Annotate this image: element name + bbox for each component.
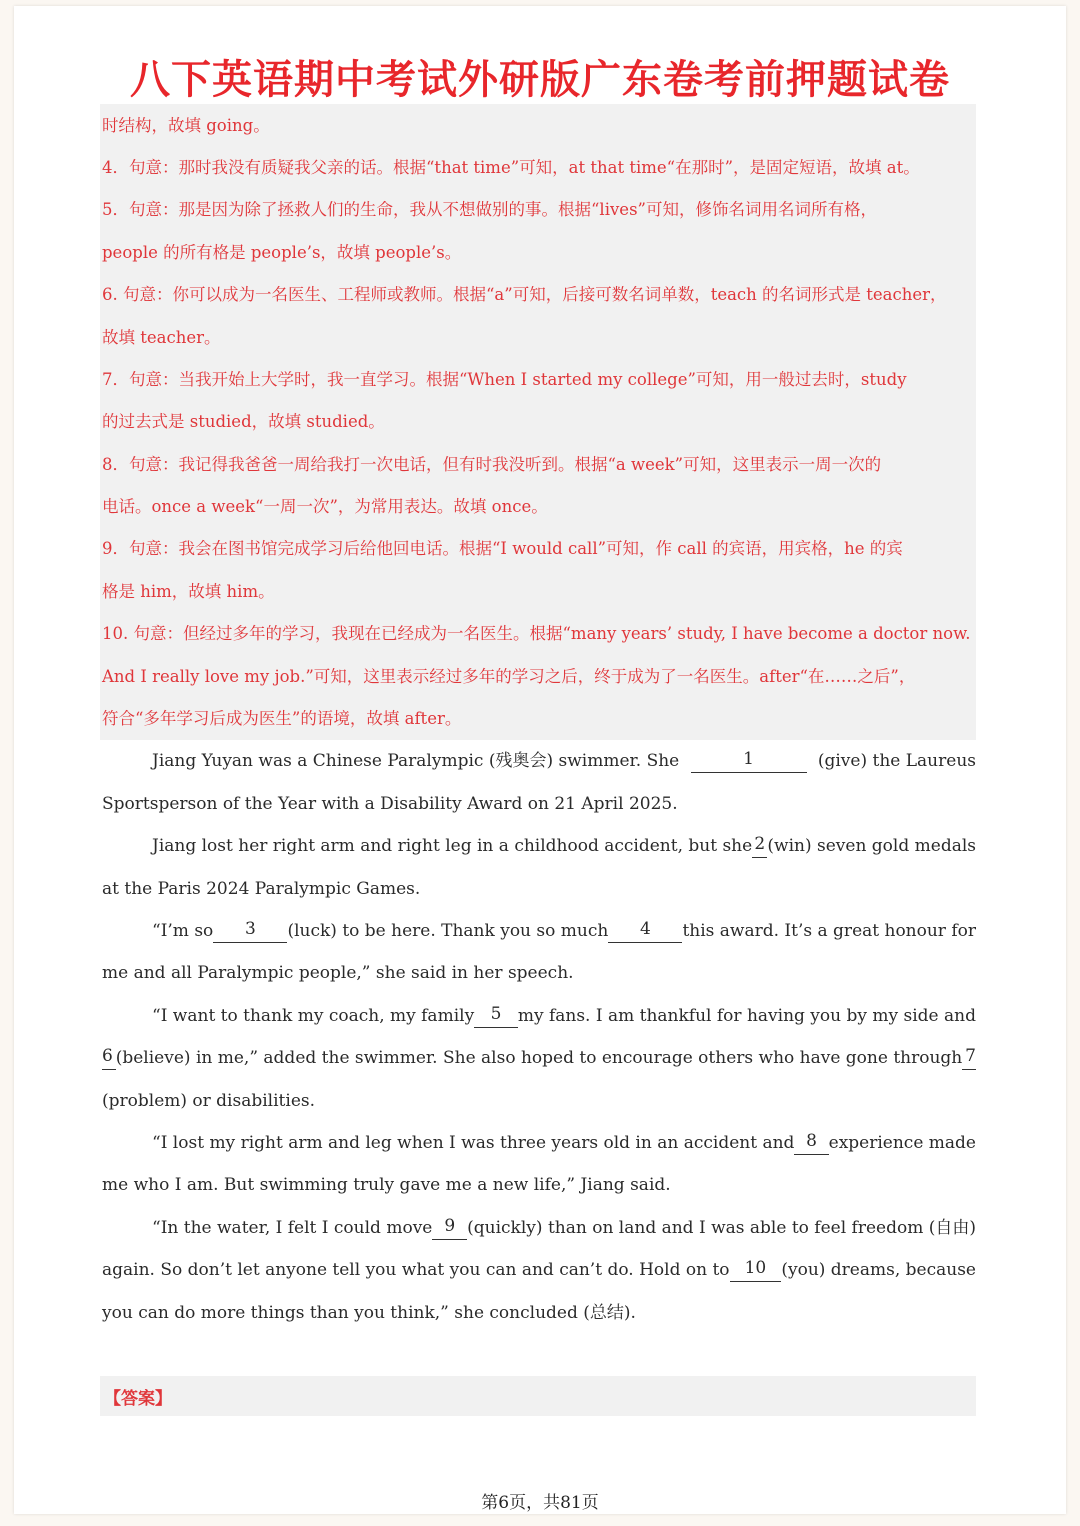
analysis-line: 10. 句意：但经过多年的学习，我现在已经成为一名医生。根据“many years’ study, I have become a doctor now. xyxy=(102,624,971,643)
passage-line xyxy=(152,834,976,858)
analysis-line: 7．句意：当我开始上大学时，我一直学习。根据“When I started my college”可知，用一般过去时，study xyxy=(102,370,907,389)
passage-line: me and all Paralympic people,” she said in her speech. xyxy=(102,963,574,983)
passage-line xyxy=(152,749,976,773)
passage-text: experience made xyxy=(828,1133,976,1153)
blank-7: 7 xyxy=(962,1046,976,1070)
analysis-line: 电话。once a week“一周一次”，为常用表达。故填 once。 xyxy=(102,497,548,516)
analysis-line: 格是 him，故填 him。 xyxy=(102,582,275,601)
passage-line: (problem) or disabilities. xyxy=(102,1091,316,1111)
passage-text: “I want to thank my coach, my family xyxy=(152,1006,475,1026)
passage-line: at the Paris 2024 Paralympic Games. xyxy=(102,879,421,899)
blank-6: 6 xyxy=(102,1046,116,1070)
answer-label: 【答案】 xyxy=(104,1389,172,1409)
analysis-line: 9．句意：我会在图书馆完成学习后给他回电话。根据“I would call”可知，作 call 的宾语，用宾格，he 的宾 xyxy=(102,539,903,558)
blank-8: 8 xyxy=(794,1131,828,1155)
passage-text: again. So don’t let anyone tell you what you can and can’t do. Hold on to xyxy=(102,1260,730,1280)
passage-text: this award. It’s a great honour for xyxy=(682,921,976,941)
blank-1: 1 xyxy=(691,749,807,773)
passage-line xyxy=(152,1131,976,1155)
passage-text: my fans. I am thankful for having you by my side and xyxy=(517,1006,976,1026)
analysis-line: 6. 句意：你可以成为一名医生、工程师或教师。根据“a”可知，后接可数名词单数，teach 的名词形式是 teacher， xyxy=(102,285,947,304)
blank-4: 4 xyxy=(608,919,682,943)
blank-10: 10 xyxy=(730,1258,782,1282)
analysis-line: 时结构，故填 going。 xyxy=(102,116,270,135)
passage-line xyxy=(152,1004,976,1028)
passage-text: (luck) to be here. Thank you so much xyxy=(287,921,609,941)
analysis-line: 的过去式是 studied，故填 studied。 xyxy=(102,412,385,431)
analysis-line: people 的所有格是 people’s，故填 people’s。 xyxy=(102,243,462,262)
analysis-line: 5．句意：那是因为除了拯救人们的生命，我从不想做别的事。根据“lives”可知，修饰名词用名词所有格， xyxy=(102,200,877,219)
page-number: 第6页，共81页 xyxy=(481,1493,599,1513)
blank-2: 2 xyxy=(752,834,767,858)
page-title: 八下英语期中考试外研版广东卷考前押题试卷 xyxy=(130,57,950,103)
passage-text: “I’m so xyxy=(152,921,214,941)
passage-line xyxy=(152,1216,976,1240)
analysis-line: 8．句意：我记得我爸爸一周给我打一次电话，但有时我没听到。根据“a week”可知，这里表示一周一次的 xyxy=(102,455,882,474)
passage-line: me who I am. But swimming truly gave me a new life,” Jiang said. xyxy=(102,1175,671,1195)
analysis-line: And I really love my job.”可知，这里表示经过多年的学习之后，终于成为了一名医生。after“在……之后”， xyxy=(102,667,916,686)
passage-text: (win) seven gold medals xyxy=(767,836,976,856)
passage-text: (quickly) than on land and I was able to feel freedom (自由) xyxy=(467,1218,976,1238)
passage-text: (believe) in me,” added the swimmer. She also hoped to encourage others who have gone through xyxy=(115,1048,963,1068)
passage-text: (you) dreams, because xyxy=(781,1260,976,1280)
analysis-line: 故填 teacher。 xyxy=(102,328,221,347)
blank-9: 9 xyxy=(432,1216,467,1240)
blank-5: 5 xyxy=(474,1004,518,1028)
passage-text: “In the water, I felt I could move xyxy=(152,1218,433,1238)
blank-3: 3 xyxy=(213,919,287,943)
passage-line xyxy=(152,919,976,943)
passage-text: Jiang lost her right arm and right leg in a childhood accident, but she xyxy=(152,836,753,856)
passage-text: “I lost my right arm and leg when I was three years old in an accident and xyxy=(152,1133,795,1153)
passage-line xyxy=(102,1258,976,1282)
passage-text: Jiang Yuyan was a Chinese Paralympic (残奥会) swimmer. She xyxy=(152,751,680,771)
passage-line: Sportsperson of the Year with a Disability Award on 21 April 2025. xyxy=(102,794,678,814)
analysis-line: 符合“多年学习后成为医生”的语境，故填 after。 xyxy=(102,709,462,728)
answer-section xyxy=(100,1376,976,1416)
analysis-line: 4．句意：那时我没有质疑我父亲的话。根据“that time”可知，at that time“在那时”，是固定短语，故填 at。 xyxy=(102,158,920,177)
passage-text: (give) the Laureus xyxy=(817,751,976,771)
passage-line: you can do more things than you think,” she concluded (总结). xyxy=(102,1303,636,1323)
passage-line xyxy=(102,1046,976,1070)
